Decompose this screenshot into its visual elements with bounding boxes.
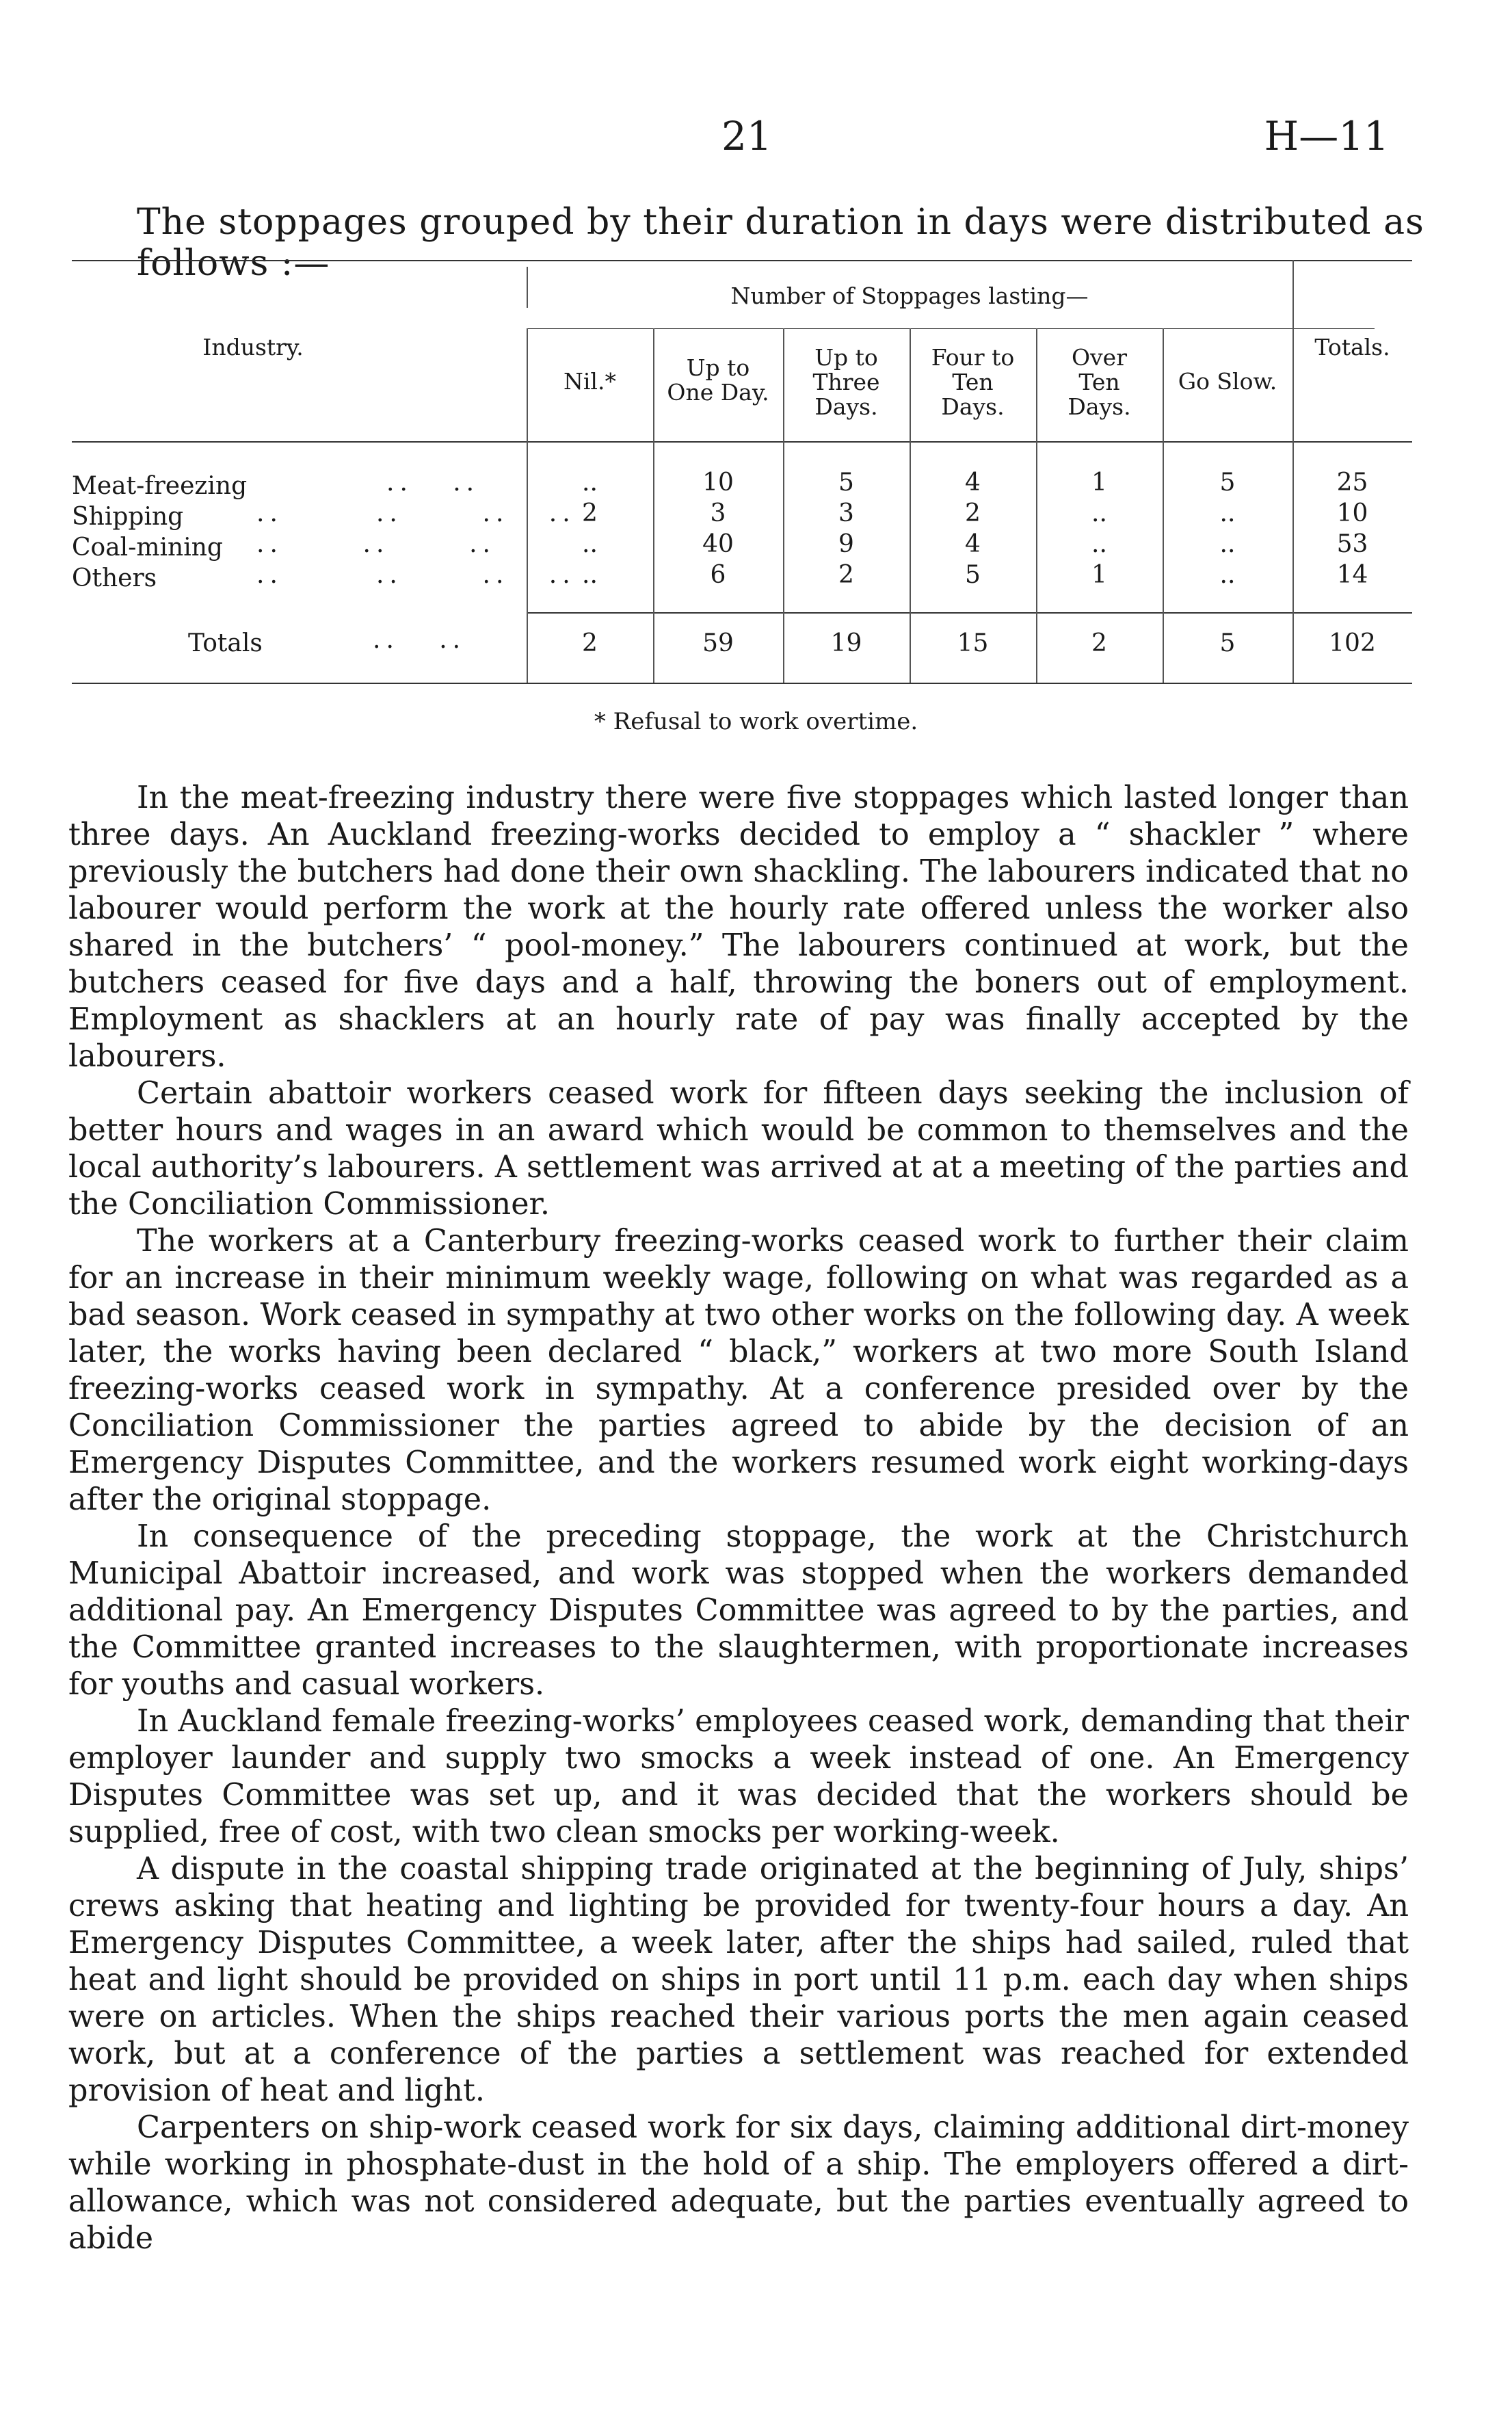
cell-three-days: 2: [838, 561, 854, 589]
paragraph: In Auckland female freezing-works’ employees ceased work, demanding that their employer launder and supply two smocks a week instead of one. An Emergency Disputes Committee was set up, and it was decided that the workers should be supplied, free of cost, with two clean smocks per working-week.: [68, 1704, 1409, 1850]
industry-header: Industry.: [202, 334, 304, 360]
table-bottom-rule: [72, 683, 1412, 684]
body-text: [68, 780, 1409, 2257]
cell-nil: ..: [582, 561, 598, 589]
cell-nil: 2: [582, 629, 598, 657]
page-number: 21: [721, 113, 772, 159]
table-intro: The stoppages grouped by their duration in days were distributed as follows :—: [137, 202, 1424, 284]
col-header-go-slow: Go Slow.: [1178, 368, 1277, 395]
col-header-three-days: [783, 345, 910, 419]
document-code: H—11: [1264, 113, 1389, 159]
cell-three-days: 5: [838, 469, 854, 497]
col-header-one-day: [653, 356, 783, 405]
col-header-line: Up to: [814, 344, 878, 371]
paragraph: In the meat-freezing industry there were five stoppages which lasted longer than three days. An Auckland freezing-works decided to employ a “ shackler ” where previously the butchers had done their own shackling. The labourers indicated that no labourer would perform the work at the hourly rate offered unless the worker also shared in the butchers’ “ pool-money.” The labourers continued at work, but the butchers ceased for five days and a half, throwing the boners out of employment. Employment as shacklers at an hourly rate of pay was finally accepted by the labourers.: [68, 780, 1409, 1074]
cell-total: 25: [1336, 469, 1368, 497]
cell-nil: ..: [582, 530, 598, 558]
paragraph: Carpenters on ship-work ceased work for six days, claiming additional dirt-money while working in phosphate-dust in the hold of a ship. The employers offered a dirt-allowance, which was not considered adequate, but the parties eventually agreed to abide: [68, 2110, 1409, 2256]
cell-over-ten: 1: [1091, 469, 1107, 497]
table-footnote: * Refusal to work overtime.: [594, 708, 918, 735]
cell-go-slow: 5: [1219, 629, 1236, 657]
cell-go-slow: ..: [1219, 530, 1236, 558]
cell-one-day: 59: [702, 629, 734, 657]
cell-nil: 2: [582, 499, 598, 527]
row-label: Coal-mining: [72, 534, 223, 562]
cell-three-days: 19: [830, 629, 862, 657]
leader-dots: .. ..: [386, 469, 480, 497]
paragraph: In consequence of the preceding stoppage, the work at the Christchurch Municipal Abattoir increased, and work was stopped when the workers demanded additional pay. An Emergency Disputes Committee was agreed to by the parties, and the Committee granted increases to the slaughtermen, with proportionate increases for youths and casual workers.: [68, 1519, 1409, 1702]
paragraph: A dispute in the coastal shipping trade originated at the beginning of July, ships’ crews asking that heating and lighting be provided for twenty-four hours a day. An Emergency Disputes Committee, a week later, after the ships had sailed, ruled that heat and light should be provided on ships in port until 11 p.m. each day when ships were on articles. When the ships reached their various ports the men again ceased work, but at a conference of the parties a settlement was reached for extended provision of heat and light.: [68, 1852, 1409, 2108]
col-header-line: Days.: [941, 393, 1005, 420]
leader-dots: .. .. .. ..: [256, 561, 576, 589]
cell-nil: ..: [582, 469, 598, 497]
cell-three-days: 3: [838, 499, 854, 527]
leader-dots: .. ..: [373, 626, 466, 654]
totals-header: Totals.: [1314, 334, 1390, 360]
col-header-four-ten-days: [910, 345, 1036, 419]
cell-one-day: 3: [710, 499, 726, 527]
cell-over-ten: ..: [1091, 530, 1107, 558]
col-header-over-ten-days: [1036, 345, 1163, 419]
col-header-line: One Day.: [667, 379, 769, 406]
col-header-line: Days.: [814, 393, 878, 420]
header-bottom-rule: [72, 441, 1412, 443]
cell-three-days: 9: [838, 530, 854, 558]
cell-total: 53: [1336, 530, 1368, 558]
row-label: Shipping: [72, 503, 184, 531]
totals-label: Totals: [188, 629, 263, 657]
cell-go-slow: 5: [1219, 469, 1236, 497]
group-header: Number of Stoppages lasting—: [730, 282, 1089, 309]
page-header: [0, 113, 1512, 161]
leader-dots: .. .. .. ..: [256, 499, 576, 527]
col-header-line: Ten: [952, 369, 994, 395]
cell-over-ten: 2: [1091, 629, 1107, 657]
cell-ten-days: 4: [965, 469, 981, 497]
cell-over-ten: ..: [1091, 499, 1107, 527]
cell-go-slow: ..: [1219, 499, 1236, 527]
cell-total: 14: [1336, 561, 1368, 589]
cell-ten-days: 4: [965, 530, 981, 558]
cell-ten-days: 5: [965, 561, 981, 589]
col-header-line: Ten: [1078, 369, 1120, 395]
col-header-line: Three: [812, 369, 880, 395]
cell-over-ten: 1: [1091, 561, 1107, 589]
cell-one-day: 40: [702, 530, 734, 558]
paragraph: Certain abattoir workers ceased work for fifteen days seeking the inclusion of better hours and wages in an award which would be common to themselves and the local authority’s labourers. A settlement was arrived at at a meeting of the parties and the Conciliation Commissioner.: [68, 1076, 1409, 1222]
stoppages-table: [72, 260, 1412, 670]
col-header-line: Over: [1071, 344, 1127, 371]
cell-one-day: 10: [702, 469, 734, 497]
cell-ten-days: 15: [957, 629, 989, 657]
col-header-line: Up to: [686, 354, 750, 381]
col-header-line: Days.: [1067, 393, 1131, 420]
table-top-rule: [72, 260, 1412, 261]
totals-top-rule: [527, 612, 1412, 614]
col-header-line: Four to: [931, 344, 1015, 371]
cell-total: 102: [1329, 629, 1376, 657]
col-header-nil: Nil.*: [563, 368, 616, 395]
paragraph: The workers at a Canterbury freezing-works ceased work to further their claim for an increase in their minimum weekly wage, following on what was regarded as a bad season. Work ceased in sympathy at two other works on the following day. A week later, the works having been declared “ black,” workers at two more South Island freezing-works ceased work in sympathy. At a conference presided over by the Conciliation Commissioner the parties agreed to abide by the decision of an Emergency Disputes Committee, and the workers resumed work eight working-days after the original stoppage.: [68, 1224, 1409, 1517]
cell-go-slow: ..: [1219, 561, 1236, 589]
row-label: Others: [72, 564, 157, 592]
leader-dots: .. .. ..: [256, 530, 496, 558]
cell-total: 10: [1336, 499, 1368, 527]
row-label: Meat-freezing: [72, 472, 248, 500]
cell-ten-days: 2: [965, 499, 981, 527]
cell-one-day: 6: [710, 561, 726, 589]
